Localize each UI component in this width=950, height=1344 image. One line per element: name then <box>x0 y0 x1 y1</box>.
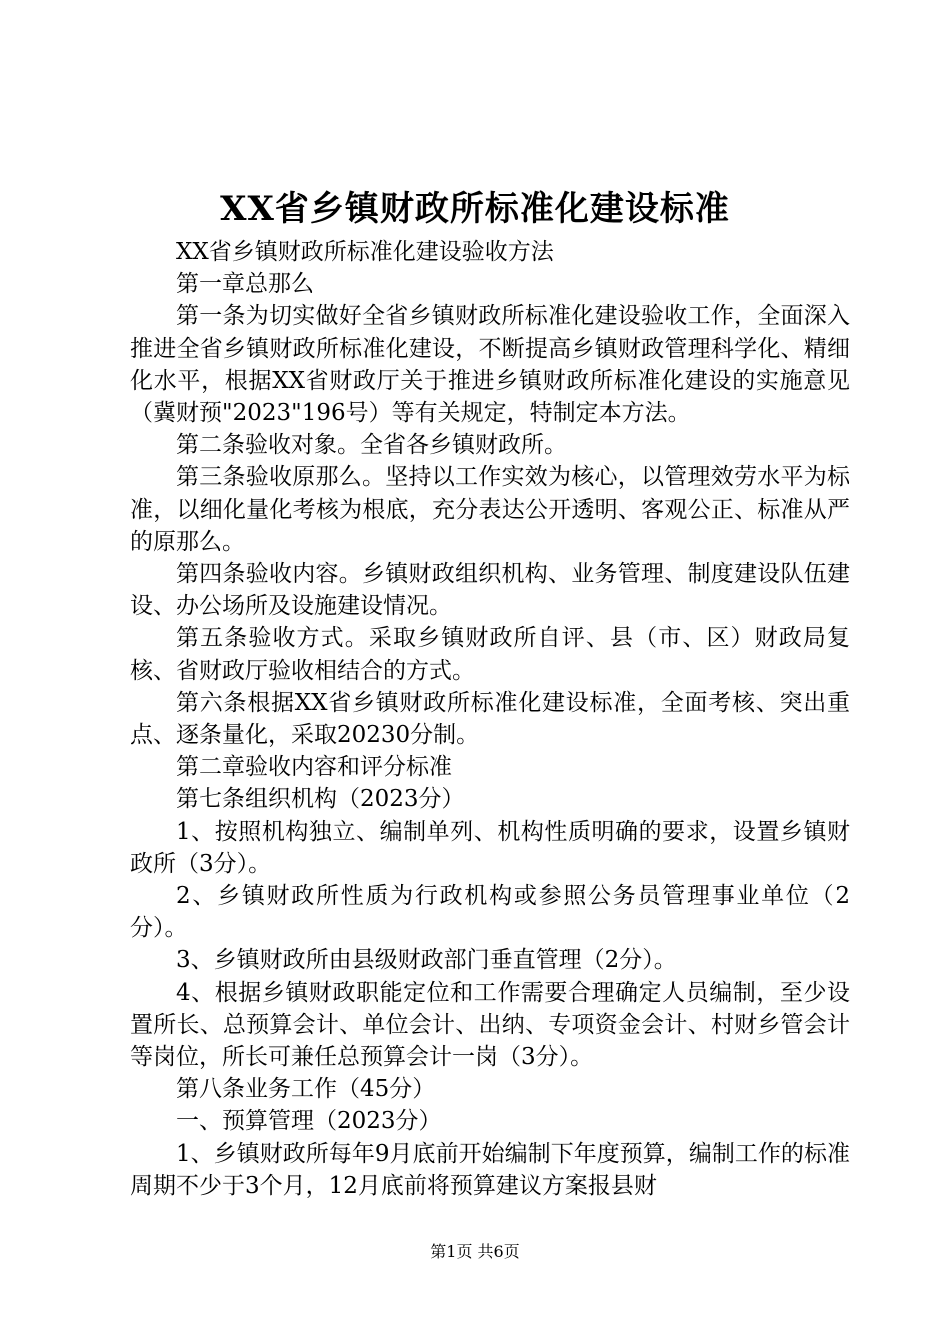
paragraph: 第二条验收对象。全省各乡镇财政所。 <box>176 432 567 459</box>
paragraph: 第八条业务工作（45分） <box>176 1076 436 1103</box>
paragraph: 1、乡镇财政所每年9月底前开始编制下年度预算，编制工作的标准周期不少于3个月，12月底前将预算建议方案报县财 <box>130 1140 850 1199</box>
paragraph: 一、预算管理（2023分） <box>176 1108 442 1135</box>
document-title: XX省乡镇财政所标准化建设标准 <box>220 189 730 229</box>
paragraph: 第四条验收内容。乡镇财政组织机构、业务管理、制度建设队伍建设、办公场所及设施建设情况。 <box>130 561 850 620</box>
paragraph: 第一条为切实做好全省乡镇财政所标准化建设验收工作，全面深入推进全省乡镇财政所标准化建设，不断提高乡镇财政管理科学化、精细化水平，根据XX省财政厅关于推进乡镇财政所标准化建设的实施意见（冀财预"2023"196号）等有关规定，特制定本方法。 <box>130 303 850 427</box>
paragraph: 第六条根据XX省乡镇财政所标准化建设标准，全面考核、突出重点、逐条量化，采取20230分制。 <box>130 689 850 749</box>
paragraph: 4、根据乡镇财政职能定位和工作需要合理确定人员编制，至少设置所长、总预算会计、单位会计、出纳、专项资金会计、村财乡管会计等岗位，所长可兼任总预算会计一岗（3分）。 <box>130 979 850 1071</box>
document-body <box>130 236 850 1202</box>
page-footer: 第1页 共6页 <box>430 1242 520 1261</box>
paragraph: 第一章总那么 <box>176 271 314 298</box>
paragraph: 3、乡镇财政所由县级财政部门垂直管理（2分）。 <box>176 947 677 974</box>
paragraph: 第五条验收方式。采取乡镇财政所自评、县（市、区）财政局复核、省财政厅验收相结合的方式。 <box>130 625 850 684</box>
paragraph: 第七条组织机构（2023分） <box>176 786 465 813</box>
paragraph: 第二章验收内容和评分标准 <box>176 754 452 781</box>
paragraph: 第三条验收原那么。坚持以工作实效为核心，以管理效劳水平为标准，以细化量化考核为根底，充分表达公开透明、客观公正、标准从严的原那么。 <box>130 464 850 555</box>
paragraph: 1、按照机构独立、编制单列、机构性质明确的要求，设置乡镇财政所（3分）。 <box>130 818 850 877</box>
paragraph: 2、乡镇财政所性质为行政机构或参照公务员管理事业单位（2分）。 <box>130 883 850 942</box>
paragraph: XX省乡镇财政所标准化建设验收方法 <box>176 239 554 265</box>
